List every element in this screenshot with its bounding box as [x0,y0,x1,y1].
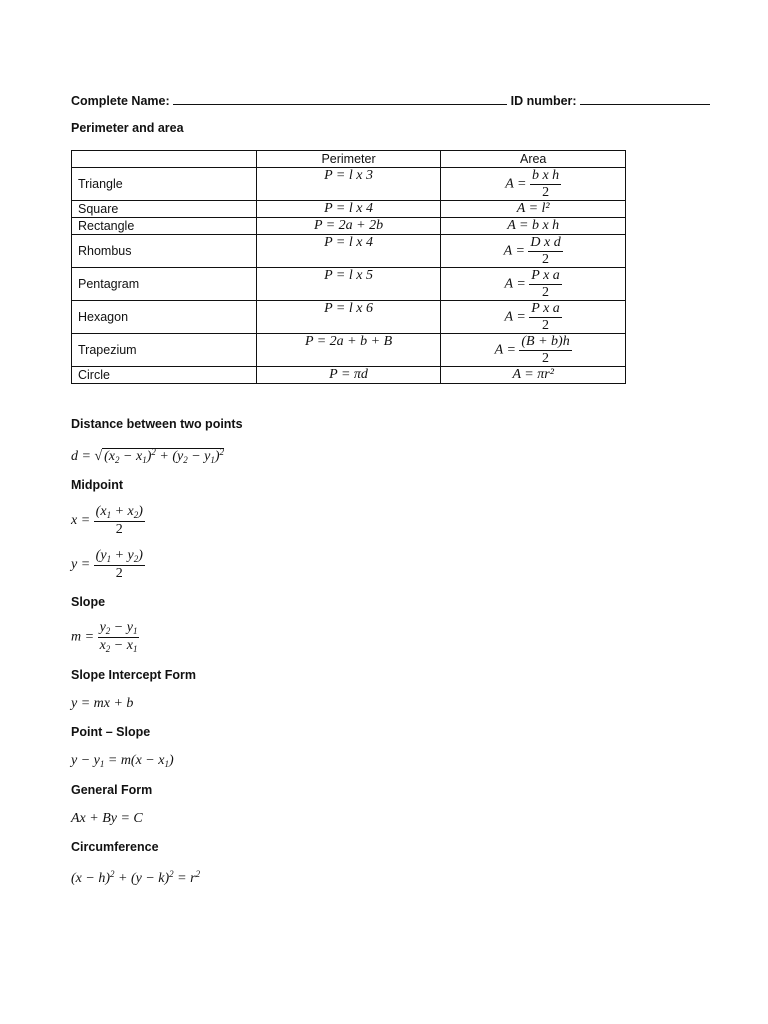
table-row [72,168,626,201]
area-denominator: 2 [542,184,550,200]
shape-name: Rectangle [72,218,257,235]
perimeter-formula: P = l x 6 [324,301,373,316]
shape-name: Hexagon [72,301,257,334]
perimeter-formula: P = l x 4 [324,235,373,250]
area-fraction [529,302,562,333]
perimeter-formula: P = l x 5 [324,268,373,283]
shape-name: Circle [72,367,257,384]
area-lhs: A = [504,276,526,292]
id-label: ID number: [510,94,577,108]
shape-name: Pentagram [72,268,257,301]
midpoint-title: Midpoint [71,478,124,492]
area-fraction [519,335,571,366]
point-slope-title: Point – Slope [71,725,151,739]
perimeter-cell [256,235,441,268]
area-denominator: 2 [542,251,550,267]
area-denominator: 2 [542,284,550,300]
area-fraction [528,236,562,267]
table-row [72,301,626,334]
slope-intercept-formula: y = mx + b [71,696,134,711]
column-header-perimeter: Perimeter [256,151,441,168]
area-numerator: P x a [531,267,560,283]
slope-intercept-title: Slope Intercept Form [71,668,197,682]
midpoint-x-formula: x = $\frac{(x_1 + x_2)}{2}$ [71,504,143,537]
column-header-area: Area [441,151,626,168]
area-cell [441,301,626,334]
table-row [72,334,626,367]
area-numerator: (B + b)h [521,333,570,349]
perimeter-formula: P = πd [256,367,441,384]
table-header-row [72,151,626,168]
column-header [72,151,257,168]
perimeter-formula: P = 2a + b + B [304,334,393,349]
table-row [72,367,626,384]
perimeter-cell [256,168,441,201]
area-fraction [530,169,561,200]
area-numerator: D x d [530,234,561,250]
table-row [72,201,626,218]
area-lhs: A = [505,176,527,192]
area-cell [441,235,626,268]
area-cell [441,168,626,201]
perimeter-cell [256,301,441,334]
area-formula: A = l² [441,201,626,218]
header-line [71,92,710,108]
distance-formula: d = √ $(x_2 - x_1)^2 + (y_2 - y_1)^2$ [71,447,225,465]
area-numerator: P x a [531,300,560,316]
area-formula: A = πr² [441,367,626,384]
area-denominator: 2 [542,317,550,333]
perimeter-cell [256,334,441,367]
id-blank[interactable] [580,92,710,105]
area-formula: A = b x h [441,218,626,235]
area-denominator: 2 [542,350,550,366]
table-row [72,268,626,301]
shape-name: Square [72,201,257,218]
perimeter-cell [256,268,441,301]
perimeter-formula: P = 2a + 2b [256,218,441,235]
name-label: Complete Name: [71,94,170,108]
name-blank[interactable] [173,92,507,105]
midpoint-y-formula: y = $\frac{(y_1 + y_2)}{2}$ [71,548,143,581]
area-cell [441,268,626,301]
circumference-formula: $(x - h)^2 + (y - k)^2 = r^2$ [71,869,201,886]
general-form-title: General Form [71,783,153,797]
shape-name: Triangle [72,168,257,201]
area-cell [441,334,626,367]
perimeter-formula: P = l x 3 [324,168,373,183]
area-lhs: A = [504,309,526,325]
formula-table [71,150,626,384]
slope-formula: m = $\frac{y_2 - y_1}{x_2 - x_1}$ [71,620,138,654]
circumference-title: Circumference [71,840,159,854]
area-fraction [529,269,562,300]
point-slope-formula: $y - y_1 = m(x - x_1)$ [71,753,174,769]
distance-title: Distance between two points [71,417,243,431]
shape-name: Trapezium [72,334,257,367]
slope-title: Slope [71,595,106,609]
table-title: Perimeter and area [71,121,184,135]
general-form-formula: Ax + By = C [71,811,143,826]
table-row [72,218,626,235]
perimeter-formula: P = l x 4 [256,201,441,218]
area-lhs: A = [494,342,516,358]
area-numerator: b x h [531,167,560,183]
area-lhs: A = [503,243,525,259]
table-row [72,235,626,268]
shape-name: Rhombus [72,235,257,268]
